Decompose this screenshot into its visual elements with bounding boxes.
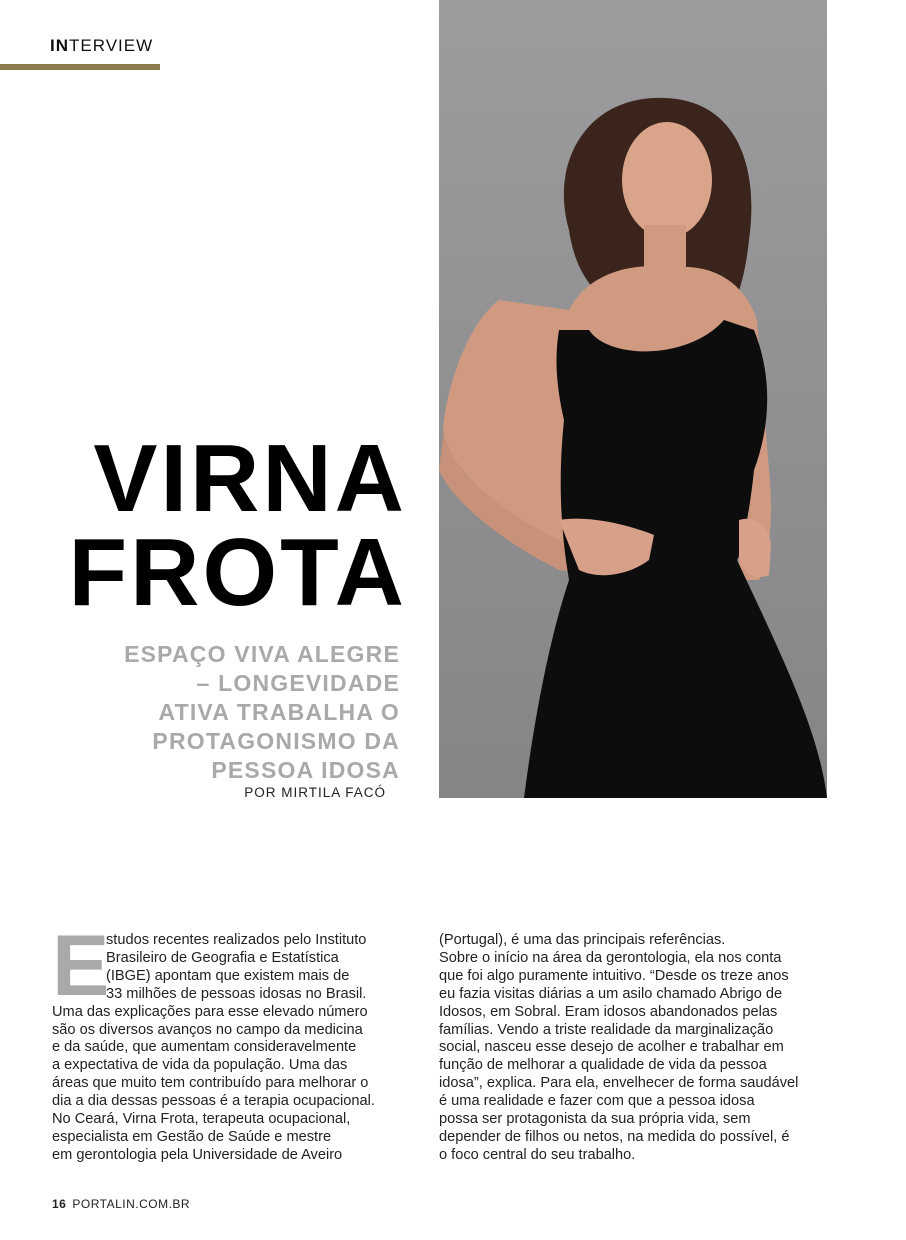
byline: POR MIRTILA FACÓ: [244, 785, 386, 800]
article-line: social, nasceu esse desejo de acolher e trabalhar em: [439, 1039, 784, 1056]
subtitle: [80, 640, 400, 785]
article-line: especialista em Gestão de Saúde e mestre: [52, 1128, 332, 1145]
article-line: áreas que muito tem contribuído para melhorar o: [52, 1075, 369, 1092]
page-number: 16: [52, 1197, 67, 1211]
article-line: (IBGE) apontam que existem mais de: [106, 967, 350, 984]
section-label: [50, 36, 153, 56]
article-line: Uma das explicações para esse elevado número: [52, 1003, 368, 1020]
footer-site: PORTALIN.COM.BR: [72, 1197, 191, 1211]
article-column-2: [439, 932, 829, 1165]
headline-line-1: VIRNA: [93, 425, 407, 532]
article-line: que foi algo puramente intuitivo. “Desde os treze anos: [439, 967, 789, 984]
article-line: idosa”, explica. Para ela, envelhecer de forma saudável: [439, 1075, 799, 1092]
headline: [52, 425, 407, 626]
headline-line-2: FROTA: [68, 519, 407, 626]
accent-bar: [0, 64, 160, 70]
drop-cap: E: [52, 918, 110, 1014]
section-label-rest: TERVIEW: [69, 36, 154, 55]
subtitle-line: ESPAÇO VIVA ALEGRE: [124, 641, 400, 667]
article-line: Idosos, em Sobral. Eram idosos abandonados pelas: [439, 1003, 778, 1020]
subtitle-line: PESSOA IDOSA: [211, 757, 400, 783]
article-line: eu fazia visitas diárias a um asilo chamado Abrigo de: [439, 985, 783, 1002]
subtitle-line: ATIVA TRABALHA O: [158, 699, 400, 725]
article-line: o foco central do seu trabalho.: [439, 1146, 636, 1163]
article-line: em gerontologia pela Universidade de Aveiro: [52, 1146, 343, 1163]
article-line: e da saúde, que aumentam consideravelmente: [52, 1039, 357, 1056]
article-line: studos recentes realizados pelo Instituto: [106, 932, 367, 948]
article-line: função de melhorar a qualidade de vida da pessoa: [439, 1057, 767, 1074]
article-line: Brasileiro de Geografia e Estatística: [106, 949, 339, 966]
article-line: Sobre o início na área da gerontologia, ela nos conta: [439, 949, 782, 966]
portrait-illustration: [439, 0, 827, 798]
section-label-bold: IN: [50, 36, 69, 55]
article-line: são os diversos avanços no campo da medicina: [52, 1021, 363, 1038]
subtitle-line: – LONGEVIDADE: [196, 670, 400, 696]
article-line: depender de filhos ou netos, na medida do possível, é: [439, 1128, 790, 1145]
article-line: a expectativa de vida da população. Uma das: [52, 1057, 348, 1074]
portrait-photo: [439, 0, 827, 798]
article-line: possa ser protagonista da sua própria vida, sem: [439, 1111, 751, 1128]
article-column-1: [52, 918, 397, 1165]
page-footer: [52, 1197, 190, 1211]
article-line: (Portugal), é uma das principais referências.: [439, 932, 726, 948]
article-line: No Ceará, Virna Frota, terapeuta ocupacional,: [52, 1111, 351, 1128]
subtitle-line: PROTAGONISMO DA: [152, 728, 400, 754]
article-line: famílias. Vendo a triste realidade da marginalização: [439, 1021, 774, 1038]
article-line: dia a dia dessas pessoas é a terapia ocupacional.: [52, 1093, 375, 1110]
article-line: é uma realidade e fazer com que a pessoa idosa: [439, 1093, 755, 1110]
article-line: 33 milhões de pessoas idosas no Brasil.: [106, 985, 367, 1002]
